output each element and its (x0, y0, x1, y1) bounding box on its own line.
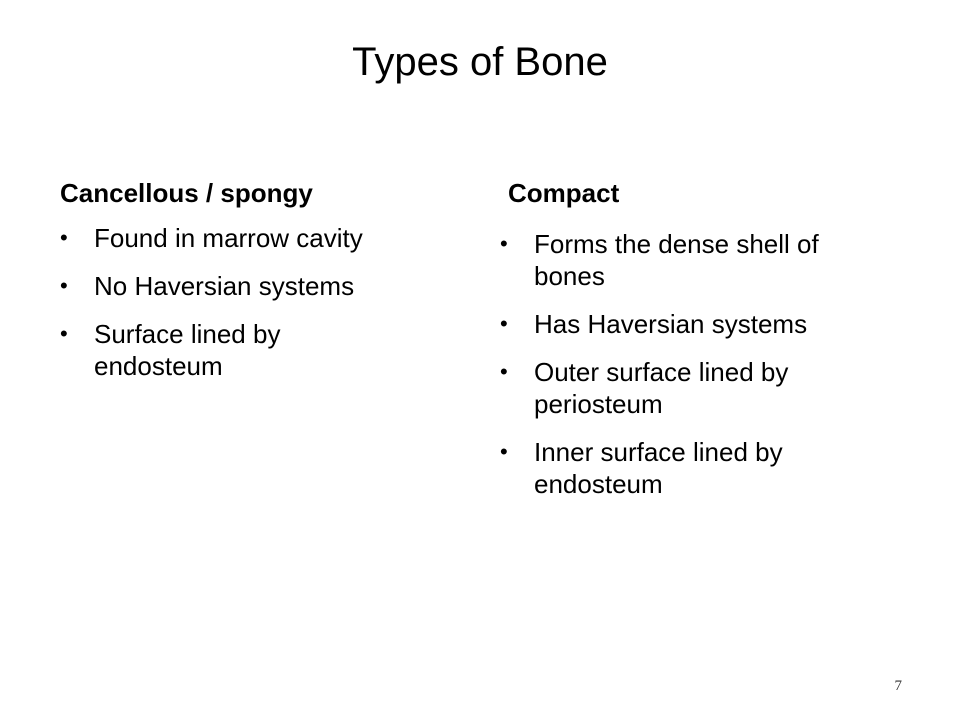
bullet-list-compact (500, 228, 890, 500)
bullet-icon: • (500, 231, 508, 256)
bullet-icon: • (500, 359, 508, 384)
list-item (500, 356, 874, 420)
list-item-text: Inner surface lined by endosteum (534, 437, 783, 499)
bullet-icon: • (60, 321, 68, 346)
list-item-text: Has Haversian systems (534, 309, 808, 339)
list-item (500, 228, 844, 292)
list-item-text: Found in marrow cavity (94, 223, 363, 253)
right-column (500, 176, 890, 516)
left-column (60, 176, 460, 398)
list-item (60, 222, 460, 254)
bullet-icon: • (60, 225, 68, 250)
list-item (60, 270, 460, 302)
bullet-icon: • (500, 311, 508, 336)
list-item (500, 436, 874, 500)
list-item (500, 308, 890, 340)
bullet-icon: • (500, 439, 508, 464)
slide-title: Types of Bone (352, 40, 608, 84)
list-item-text: Forms the dense shell of bones (534, 229, 819, 291)
list-item-text: No Haversian systems (94, 271, 355, 301)
column-heading-compact: Compact (508, 178, 620, 208)
column-heading-cancellous: Cancellous / spongy (60, 178, 313, 208)
list-item-text: Outer surface lined by periosteum (534, 357, 789, 419)
page-number: 7 (894, 678, 902, 694)
bullet-list-cancellous (60, 222, 460, 382)
bullet-icon: • (60, 273, 68, 298)
list-item (60, 318, 384, 382)
list-item-text: Surface lined by endosteum (94, 319, 281, 381)
